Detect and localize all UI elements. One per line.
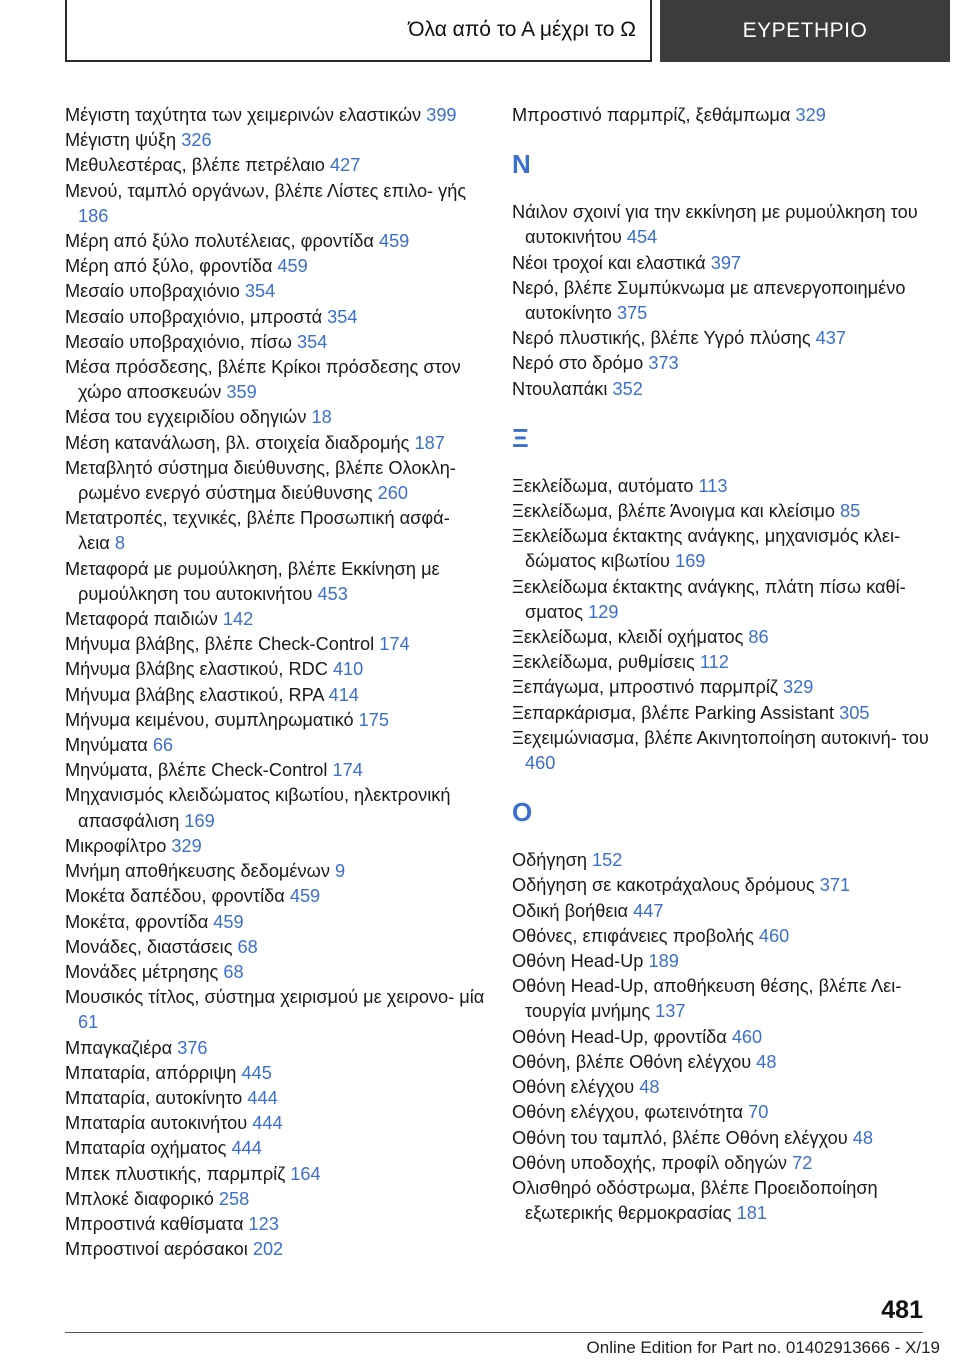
index-entry-term: Οθόνη ελέγχου bbox=[512, 1077, 635, 1098]
index-entry-page-link[interactable]: 174 bbox=[379, 634, 410, 655]
index-entry-term: Μνήμη αποθήκευσης δεδομένων bbox=[65, 861, 330, 882]
index-entry-page-link[interactable]: 112 bbox=[699, 652, 729, 673]
index-entry-term: Μέση κατανάλωση, βλ. στοιχεία διαδρομής bbox=[65, 432, 410, 453]
index-entry bbox=[65, 1162, 485, 1187]
index-entry-term: Ξεκλείδωμα έκτακτης ανάγκης, πλάτη πίσω καθί- σματος bbox=[512, 576, 906, 622]
index-entry-page-link[interactable]: 169 bbox=[675, 551, 706, 572]
index-entry bbox=[65, 1187, 485, 1212]
page-number: 481 bbox=[881, 1296, 923, 1324]
index-entry bbox=[512, 924, 932, 949]
index-entry-term: Μέγιστη ταχύτητα των χειμερινών ελαστικών bbox=[65, 105, 422, 125]
index-letter-heading: Ξ bbox=[512, 422, 529, 453]
index-entry-term: Μπαταρία αυτοκινήτου bbox=[65, 1113, 248, 1134]
index-entry-term: Μπροστινά καθίσματα bbox=[65, 1213, 244, 1234]
index-entry bbox=[65, 305, 485, 330]
index-entry bbox=[65, 153, 485, 178]
index-entry-term: Ντουλαπάκι bbox=[512, 378, 608, 399]
index-entry-page-link[interactable]: 444 bbox=[231, 1138, 262, 1159]
index-entry-page-link[interactable]: 354 bbox=[327, 306, 358, 327]
index-entry-page-link[interactable]: 444 bbox=[252, 1113, 283, 1134]
index-entry bbox=[65, 254, 485, 279]
index-entry-term: Μικροφίλτρο bbox=[65, 835, 167, 856]
index-entry bbox=[65, 1136, 485, 1161]
index-entry bbox=[512, 701, 932, 726]
index-entry-page-link[interactable]: 444 bbox=[247, 1087, 278, 1108]
index-entry bbox=[512, 474, 932, 499]
index-entry-term: Μουσικός τίτλος, σύστημα χειρισμού με χειρονο- μία bbox=[65, 987, 485, 1008]
index-entry bbox=[65, 1111, 485, 1136]
index-entry bbox=[512, 377, 932, 402]
index-entry-page-link[interactable]: 152 bbox=[592, 850, 623, 871]
index-entry-page-link[interactable]: 375 bbox=[616, 303, 648, 324]
index-entry bbox=[65, 758, 485, 783]
index-entry-page-link[interactable]: 354 bbox=[297, 331, 328, 352]
index-entry-term: Οδήγηση σε κακοτράχαλους δρόμους bbox=[512, 875, 815, 896]
index-entry-page-link[interactable]: 414 bbox=[328, 684, 359, 705]
index-entry-page-link[interactable]: 454 bbox=[626, 227, 658, 248]
index-entry-term: Οθόνη Head-Up, αποθήκευση θέσης, βλέπε Λει- τουργία μνήμης bbox=[512, 976, 902, 1022]
index-entry bbox=[512, 276, 932, 326]
index-entry bbox=[512, 625, 932, 650]
index-entry bbox=[512, 326, 932, 351]
index-entry-term: Ολισθηρό οδόστρωμα, βλέπε Προειδοποίηση εξωτερικής θερμοκρασίας bbox=[512, 1177, 878, 1224]
index-entry-page-link[interactable]: 70 bbox=[748, 1102, 769, 1123]
index-entry-term: Μήνυμα βλάβης, βλέπε Check-Control bbox=[65, 634, 375, 655]
index-entry-term: Μπροστινό παρμπρίζ, ξεθάμπωμα bbox=[512, 105, 791, 125]
index-entry bbox=[65, 859, 485, 884]
index-entry bbox=[65, 330, 485, 355]
index-entry-term: Ξεκλείδωμα, ρυθμίσεις bbox=[512, 652, 695, 673]
index-entry-term: Νάιλον σχοινί για την εκκίνηση με ρυμούλκηση του αυτοκινήτου bbox=[512, 202, 918, 248]
index-entry-page-link[interactable]: 129 bbox=[588, 601, 619, 622]
index-entry bbox=[512, 949, 932, 974]
index-entry-term: Μπαταρία, αυτοκίνητο bbox=[65, 1087, 243, 1108]
index-column-left bbox=[65, 103, 485, 1262]
index-entry bbox=[512, 1151, 932, 1176]
index-entry-term: Μηνύματα, βλέπε Check-Control bbox=[65, 760, 328, 781]
index-entry-term: Ξεκλείδωμα, κλειδί οχήματος bbox=[512, 627, 744, 648]
index-entry-term: Οθόνη Head-Up, φροντίδα bbox=[512, 1026, 727, 1047]
index-entry-term: Οδική βοήθεια bbox=[512, 900, 629, 921]
index-entry bbox=[512, 1176, 932, 1226]
index-entry bbox=[512, 103, 932, 128]
index-entry-page-link[interactable]: 460 bbox=[525, 753, 556, 774]
index-entry-term: Μεταφορά παιδιών bbox=[65, 609, 218, 630]
index-entry bbox=[65, 683, 485, 708]
section-tab-all-a-z[interactable]: Όλα από το Α μέχρι το Ω bbox=[65, 0, 652, 62]
index-entry-term: Οθόνη υποδοχής, προφίλ οδηγών bbox=[512, 1152, 788, 1173]
index-entry-page-link[interactable]: 399 bbox=[426, 105, 457, 125]
index-entry-page-link[interactable]: 85 bbox=[840, 501, 861, 522]
index-entry bbox=[512, 1050, 932, 1075]
index-entry bbox=[65, 229, 485, 254]
index-entry-term: Οθόνη του ταμπλό, βλέπε Οθόνη ελέγχου bbox=[512, 1127, 848, 1148]
index-entry-page-link[interactable]: 169 bbox=[184, 810, 215, 831]
index-entry-term: Μετατροπές, τεχνικές, βλέπε Προσωπική ασφά- λεια bbox=[65, 508, 450, 554]
index-entry-term: Μπεκ πλυστικής, παρμπρίζ bbox=[65, 1163, 286, 1184]
index-entry-term: Μοκέτα δαπέδου, φροντίδα bbox=[65, 886, 285, 907]
index-entry bbox=[65, 910, 485, 935]
index-entry-term: Ξεπάγωμα, μπροστινό παρμπρίζ bbox=[512, 677, 778, 698]
index-entry-term: Ξεχειμώνιασμα, βλέπε Ακινητοποίηση αυτοκινή- του bbox=[512, 727, 929, 748]
index-entry-term: Μηνύματα bbox=[65, 735, 148, 756]
index-entry-page-link[interactable]: 359 bbox=[226, 382, 257, 403]
index-entry-term: Μέρη από ξύλο, φροντίδα bbox=[65, 256, 273, 277]
index-entry-term: Μήνυμα κειμένου, συμπληρωματικό bbox=[65, 709, 354, 730]
index-entry bbox=[512, 575, 932, 625]
index-entry bbox=[65, 103, 485, 128]
index-entry-page-link[interactable]: 410 bbox=[332, 659, 364, 680]
index-entry-term: Μηχανισμός κλειδώματος κιβωτίου, ηλεκτρονική απασφάλιση bbox=[65, 785, 451, 831]
index-entry bbox=[65, 783, 485, 833]
index-entry-term: Νερό στο δρόμο bbox=[512, 353, 644, 374]
index-entry bbox=[512, 524, 932, 574]
index-entry-term: Μενού, ταμπλό οργάνων, βλέπε Λίστες επιλο- γής bbox=[65, 180, 467, 201]
index-entry-page-link[interactable]: 354 bbox=[244, 281, 276, 302]
index-entry bbox=[512, 351, 932, 376]
index-entry-term: Μπαγκαζιέρα bbox=[65, 1037, 173, 1058]
index-entry-term: Μοκέτα, φροντίδα bbox=[65, 911, 209, 932]
index-entry bbox=[65, 1061, 485, 1086]
index-entry bbox=[512, 251, 932, 276]
index-entry-term: Μέσα του εγχειριδίου οδηγιών bbox=[65, 407, 307, 428]
index-entry-page-link[interactable]: 48 bbox=[639, 1077, 660, 1098]
index-entry-page-link[interactable]: 352 bbox=[612, 378, 643, 399]
index-entry-page-link[interactable]: 427 bbox=[330, 155, 361, 176]
index-entry bbox=[512, 1126, 932, 1151]
index-entry-page-link[interactable]: 460 bbox=[758, 925, 790, 946]
index-entry bbox=[512, 899, 932, 924]
index-entry bbox=[65, 733, 485, 758]
index-entry-page-link[interactable]: 305 bbox=[839, 702, 870, 723]
index-letter-heading: Ο bbox=[512, 797, 533, 828]
index-entry-page-link[interactable]: 175 bbox=[358, 709, 390, 730]
index-entry-page-link[interactable]: 453 bbox=[317, 583, 348, 604]
index-entry-page-link[interactable]: 174 bbox=[332, 760, 363, 781]
index-entry-page-link[interactable]: 329 bbox=[782, 677, 814, 698]
index-entry bbox=[512, 650, 932, 675]
index-entry bbox=[65, 456, 485, 506]
index-column-right bbox=[512, 103, 932, 1226]
index-entry bbox=[512, 1075, 932, 1100]
index-entry bbox=[512, 675, 932, 700]
index-entry-page-link[interactable]: 189 bbox=[648, 951, 679, 972]
index-entry-page-link[interactable]: 445 bbox=[241, 1062, 272, 1083]
index-entry-page-link[interactable]: 68 bbox=[237, 936, 258, 957]
index-entry-page-link[interactable]: 18 bbox=[311, 407, 332, 428]
index-entry-page-link[interactable]: 373 bbox=[648, 353, 679, 374]
index-entry-page-link[interactable]: 459 bbox=[277, 256, 308, 277]
index-entry-term: Μεταφορά με ρυμούλκηση, βλέπε Εκκίνηση με ρυμούλκηση του αυτοκινήτου bbox=[65, 558, 440, 604]
index-entry bbox=[65, 279, 485, 304]
index-entry-term: Μεσαίο υποβραχιόνιο bbox=[65, 281, 240, 302]
index-entry bbox=[65, 1212, 485, 1237]
index-entry bbox=[65, 179, 485, 229]
index-entry-term: Μπροστινοί αερόσακοι bbox=[65, 1239, 248, 1260]
index-entry-page-link[interactable]: 187 bbox=[414, 432, 445, 453]
index-entry-page-link[interactable]: 8 bbox=[114, 533, 125, 554]
index-entry-page-link[interactable]: 61 bbox=[78, 1012, 99, 1033]
index-entry bbox=[512, 848, 932, 873]
index-entry-term: Οθόνη ελέγχου, φωτεινότητα bbox=[512, 1102, 744, 1123]
index-entry-page-link[interactable]: 371 bbox=[819, 875, 851, 896]
index-entry bbox=[65, 632, 485, 657]
index-entry-term: Μήνυμα βλάβης ελαστικού, RPA bbox=[65, 684, 324, 705]
index-entry-page-link[interactable]: 186 bbox=[78, 205, 109, 226]
index-entry bbox=[65, 884, 485, 909]
index-entry-term: Μονάδες μέτρησης bbox=[65, 961, 219, 982]
index-entry bbox=[65, 1086, 485, 1111]
index-entry-term: Μπαταρία, απόρριψη bbox=[65, 1062, 237, 1083]
footer-divider bbox=[65, 1332, 923, 1333]
index-entry-page-link[interactable]: 460 bbox=[731, 1026, 763, 1047]
index-entry-term: Μέσα πρόσδεσης, βλέπε Κρίκοι πρόσδεσης στον χώρο αποσκευών bbox=[65, 357, 461, 403]
index-entry-page-link[interactable]: 48 bbox=[756, 1051, 777, 1072]
index-entry bbox=[512, 726, 932, 776]
index-entry-term: Μπαταρία οχήματος bbox=[65, 1138, 227, 1159]
index-entry-page-link[interactable]: 376 bbox=[177, 1037, 208, 1058]
index-entry bbox=[65, 128, 485, 153]
index-entry-term: Οθόνη, βλέπε Οθόνη ελέγχου bbox=[512, 1051, 752, 1072]
index-entry-term: Ξεπαρκάρισμα, βλέπε Parking Assistant bbox=[512, 702, 835, 723]
index-entry-page-link[interactable]: 459 bbox=[289, 886, 321, 907]
index-entry-page-link[interactable]: 258 bbox=[218, 1188, 250, 1209]
index-entry-term: Μεσαίο υποβραχιόνιο, πίσω bbox=[65, 331, 292, 352]
index-entry-page-link[interactable]: 260 bbox=[377, 483, 408, 504]
index-entry-term: Οδήγηση bbox=[512, 850, 587, 871]
index-entry-term: Μήνυμα βλάβης ελαστικού, RDC bbox=[65, 659, 328, 680]
index-entry-page-link[interactable]: 9 bbox=[334, 861, 346, 882]
index-entry bbox=[65, 708, 485, 733]
index-entry-term: Μέγιστη ψύξη bbox=[65, 130, 177, 151]
index-letter-heading: Ν bbox=[512, 149, 531, 180]
index-entry-term: Νερό πλυστικής, βλέπε Υγρό πλύσης bbox=[512, 328, 811, 349]
index-entry-page-link[interactable]: 66 bbox=[152, 735, 174, 756]
index-entry-page-link[interactable]: 459 bbox=[213, 911, 244, 932]
index-entry-term: Μεθυλεστέρας, βλέπε πετρέλαιο bbox=[65, 155, 325, 176]
index-entry bbox=[65, 1237, 485, 1262]
index-entry-page-link[interactable]: 202 bbox=[252, 1239, 284, 1260]
index-entry-page-link[interactable]: 72 bbox=[792, 1152, 813, 1173]
index-entry-page-link[interactable]: 86 bbox=[748, 627, 769, 648]
index-entry-term: Μονάδες, διαστάσεις bbox=[65, 936, 233, 957]
index-entry bbox=[65, 405, 485, 430]
index-entry-page-link[interactable]: 123 bbox=[248, 1213, 279, 1234]
index-entry-term: Ξεκλείδωμα έκτακτης ανάγκης, μηχανισμός κλει- δώματος κιβωτίου bbox=[512, 526, 901, 572]
index-entry-page-link[interactable]: 397 bbox=[710, 252, 742, 273]
index-entry-page-link[interactable]: 113 bbox=[698, 475, 728, 496]
index-entry bbox=[65, 834, 485, 859]
index-entry-term: Οθόνες, επιφάνειες προβολής bbox=[512, 925, 754, 946]
index-entry-term: Μέρη από ξύλο πολυτέλειας, φροντίδα bbox=[65, 231, 374, 252]
index-entry-term: Ξεκλείδωμα, αυτόματο bbox=[512, 475, 694, 496]
index-entry-page-link[interactable]: 48 bbox=[852, 1127, 874, 1148]
index-entry-term: Νερό, βλέπε Συμπύκνωμα με απενεργοποιημένο αυτοκίνητο bbox=[512, 277, 906, 324]
index-entry-page-link[interactable]: 437 bbox=[815, 328, 847, 349]
index-entry-page-link[interactable]: 142 bbox=[222, 609, 254, 630]
index-entry bbox=[65, 935, 485, 960]
index-entry bbox=[512, 499, 932, 524]
index-entry-page-link[interactable]: 68 bbox=[223, 961, 244, 982]
index-entry bbox=[512, 1100, 932, 1125]
index-entry-page-link[interactable]: 137 bbox=[655, 1001, 686, 1022]
index-entry bbox=[65, 431, 485, 456]
index-entry bbox=[512, 873, 932, 898]
index-entry-term: Μεταβλητό σύστημα διεύθυνσης, βλέπε Ολοκλη- ρωμένο ενεργό σύστημα διεύθυνσης bbox=[65, 457, 456, 504]
index-entry-term: Μπλοκέ διαφορικό bbox=[65, 1188, 214, 1209]
index-entry-term: Οθόνη Head-Up bbox=[512, 951, 644, 972]
index-entry bbox=[512, 974, 932, 1024]
index-entry-page-link[interactable]: 326 bbox=[181, 130, 212, 151]
index-entry-page-link[interactable]: 181 bbox=[736, 1203, 767, 1224]
index-entry bbox=[65, 607, 485, 632]
index-entry bbox=[65, 557, 485, 607]
edition-note: Online Edition for Part no. 01402913666 - X/19 bbox=[586, 1338, 940, 1357]
index-entry-page-link[interactable]: 329 bbox=[171, 835, 202, 856]
page-header bbox=[65, 0, 950, 66]
index-entry-term: Νέοι τροχοί και ελαστικά bbox=[512, 252, 706, 273]
index-entry bbox=[65, 657, 485, 682]
index-entry bbox=[65, 960, 485, 985]
index-entry bbox=[65, 355, 485, 405]
index-entry-term: Ξεκλείδωμα, βλέπε Άνοιγμα και κλείσιμο bbox=[512, 501, 835, 522]
index-entry-page-link[interactable]: 447 bbox=[633, 900, 664, 921]
index-entry-page-link[interactable]: 329 bbox=[795, 105, 826, 125]
index-entry bbox=[65, 985, 485, 1035]
index-entry bbox=[512, 200, 932, 250]
index-entry-page-link[interactable]: 164 bbox=[290, 1163, 321, 1184]
index-entry bbox=[65, 1036, 485, 1061]
index-entry-term: Μεσαίο υποβραχιόνιο, μπροστά bbox=[65, 306, 323, 327]
section-tab-index[interactable]: ΕΥΡΕΤΗΡΙΟ bbox=[660, 0, 950, 62]
index-entry bbox=[512, 1025, 932, 1050]
index-entry-page-link[interactable]: 459 bbox=[378, 231, 410, 252]
index-entry bbox=[65, 506, 485, 556]
